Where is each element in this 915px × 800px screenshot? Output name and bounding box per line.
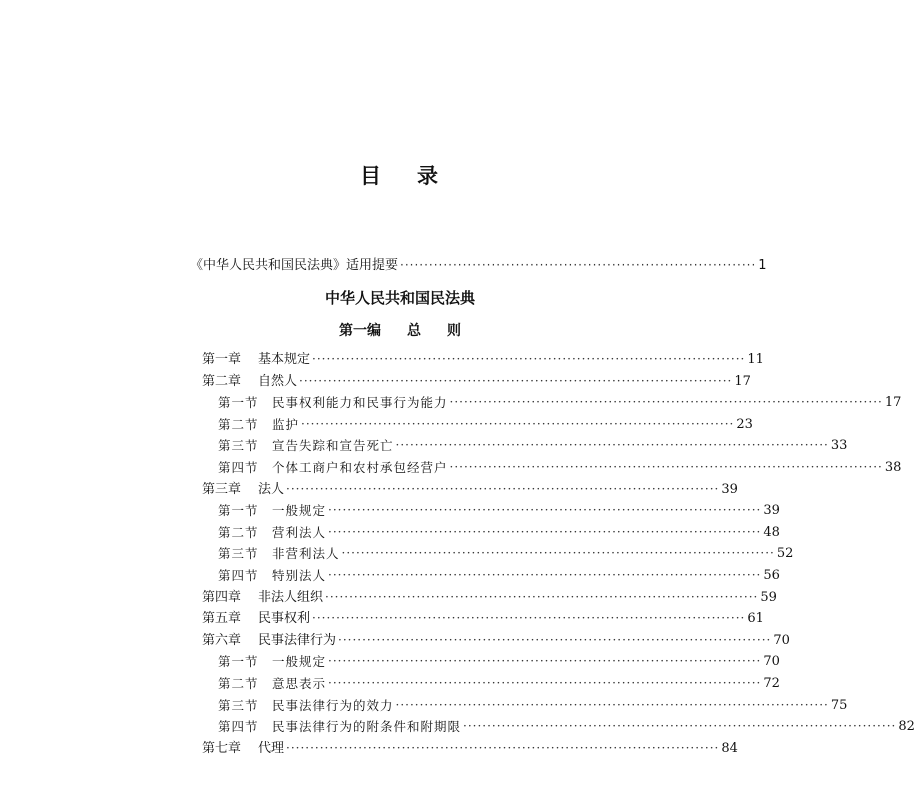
toc-entry-number: 第三节: [218, 697, 259, 713]
dot-leader: ··························································································: [449, 395, 883, 410]
toc-entry-section[interactable]: [218, 436, 848, 456]
part-name-char-2: 则: [447, 323, 461, 339]
toc-title: [0, 160, 800, 190]
dot-leader: ··························································································: [341, 546, 775, 561]
toc-entry-page: 23: [736, 416, 753, 432]
dot-leader: ··························································································: [395, 697, 829, 712]
toc-entry-label: [202, 480, 284, 500]
toc-entry-chapter[interactable]: [202, 588, 777, 608]
toc-entry-label: [218, 674, 326, 694]
toc-entry-label: [202, 631, 336, 651]
toc-entry-number: 第六章: [202, 632, 242, 648]
part-name-char-1: 总: [407, 323, 421, 339]
toc-entry-number: 第五章: [202, 611, 242, 627]
toc-entry-label: [218, 415, 299, 435]
toc-entry-page: 70: [763, 654, 780, 670]
toc-entry-page: 82: [898, 719, 915, 735]
toc-entry-title: 非法人组织: [258, 589, 324, 605]
toc-summary-entry[interactable]: [190, 256, 767, 276]
toc-entry-page: 52: [776, 546, 794, 562]
toc-entry-page: 38: [884, 460, 902, 475]
toc-entry-number: 第二节: [218, 416, 259, 432]
toc-entry-number: 第一节: [218, 503, 259, 519]
toc-entry-title: 自然人: [258, 373, 298, 389]
toc-entry-number: 第四节: [218, 460, 259, 475]
toc-entry-title: 民事权利: [258, 611, 311, 627]
toc-entry-label: [202, 609, 310, 629]
toc-entry-label: [202, 372, 297, 392]
toc-entry-label: [218, 436, 394, 456]
toc-entry-chapter[interactable]: [202, 372, 751, 392]
toc-entry-title: 民事法律行为: [258, 632, 337, 648]
dot-leader: ··························································································: [449, 460, 883, 474]
dot-leader: ··························································································: [328, 676, 762, 690]
toc-entry-title: 法人: [258, 481, 285, 497]
toc-entry-number: 第四节: [218, 719, 259, 735]
toc-entry-title: 特别法人: [272, 568, 327, 583]
toc-entry-label: [218, 544, 340, 564]
toc-entry-section[interactable]: [218, 544, 794, 564]
toc-entry-number: 第一节: [218, 654, 259, 670]
toc-entry-number: 第二节: [218, 676, 259, 691]
toc-entry-page: 48: [763, 524, 780, 540]
dot-leader: ··························································································: [328, 568, 762, 582]
toc-entry-title: 代理: [258, 740, 285, 756]
toc-entry-title: 营利法人: [272, 524, 327, 540]
toc-entry-number: 第二章: [202, 373, 242, 389]
toc-entry-title: 一般规定: [272, 654, 327, 670]
toc-entry-section[interactable]: [218, 393, 902, 413]
toc-summary-label: 《中华人民共和国民法典》适用提要: [190, 258, 399, 273]
toc-entry-page: 75: [830, 697, 848, 713]
toc-entry-label: [218, 501, 326, 521]
toc-entry-number: 第七章: [202, 740, 242, 756]
toc-entry-title: 宣告失踪和宣告死亡: [272, 438, 394, 454]
dot-leader: ··························································································: [338, 632, 772, 647]
part-number: 第一编: [339, 323, 381, 339]
toc-entry-number: 第一节: [218, 395, 259, 411]
dot-leader: ··························································································: [463, 719, 897, 734]
toc-entry-section[interactable]: [218, 717, 915, 737]
toc-entry-page: 11: [747, 352, 764, 367]
toc-entry-label: [218, 717, 461, 737]
dot-leader: ··························································································: [286, 481, 720, 496]
toc-entry-page: 84: [721, 740, 738, 756]
toc-entry-chapter[interactable]: [202, 480, 738, 500]
code-title: 中华人民共和国民法典: [324, 289, 475, 307]
part-title: [0, 320, 800, 340]
dot-leader: ··························································································: [312, 611, 746, 626]
dot-leader: ··························································································: [395, 438, 829, 453]
toc-entry-label: [202, 739, 284, 759]
toc-entry-number: 第一章: [202, 352, 242, 367]
toc-entry-page: 61: [747, 611, 764, 627]
toc-entry-title: 民事法律行为的效力: [272, 697, 394, 713]
toc-entry-chapter[interactable]: [202, 739, 738, 759]
toc-title-char-2: 录: [417, 164, 440, 188]
toc-entry-label: [218, 696, 394, 716]
toc-entry-section[interactable]: [218, 696, 848, 716]
toc-entry-title: 监护: [272, 416, 300, 432]
dot-leader: ··························································································: [328, 503, 762, 518]
toc-entry-section[interactable]: [218, 523, 780, 543]
toc-entry-page: 59: [760, 589, 777, 605]
toc-entry-page: 56: [763, 568, 780, 583]
toc-entry-chapter[interactable]: [202, 631, 790, 651]
toc-entry-number: 第三节: [218, 546, 259, 562]
toc-entry-number: 第四章: [202, 589, 242, 605]
dot-leader: ··········································································: [400, 258, 757, 272]
dot-leader: ··························································································: [325, 589, 759, 604]
toc-entry-title: 民事法律行为的附条件和附期限: [272, 719, 462, 735]
toc-entry-page: 17: [734, 373, 751, 389]
toc-entry-title: 意思表示: [272, 676, 327, 691]
dot-leader: ··························································································: [312, 352, 746, 366]
toc-entry-page: 33: [830, 438, 848, 454]
toc-entry-title: 非营利法人: [272, 546, 340, 562]
toc-entry-chapter[interactable]: [202, 350, 764, 370]
dot-leader: ··························································································: [328, 654, 762, 669]
toc-entry-page: 39: [763, 503, 780, 519]
toc-entry-section[interactable]: [218, 415, 753, 435]
dot-leader: ··························································································: [301, 416, 735, 431]
toc-summary-page: 1: [758, 258, 767, 273]
toc-title-char-1: 目: [360, 164, 383, 188]
toc-entry-number: 第二节: [218, 524, 259, 540]
dot-leader: ··························································································: [299, 373, 733, 388]
toc-entry-number: 第四节: [218, 568, 259, 583]
toc-entry-title: 一般规定: [272, 503, 327, 519]
toc-entry-section[interactable]: [218, 674, 780, 694]
toc-entry-label: [218, 566, 326, 586]
toc-entry-section[interactable]: [218, 458, 902, 478]
toc-entry-chapter[interactable]: [202, 609, 764, 629]
toc-entry-label: [202, 350, 310, 370]
toc-entry-page: 17: [884, 395, 902, 411]
toc-entry-title: 民事权利能力和民事行为能力: [272, 395, 448, 411]
toc-entry-title: 基本规定: [258, 352, 311, 367]
toc-entry-section[interactable]: [218, 566, 780, 586]
dot-leader: ··························································································: [328, 524, 762, 539]
toc-entry-label: [218, 652, 326, 672]
toc-entry-label: [218, 393, 448, 413]
toc-entry-label: [218, 458, 448, 478]
toc-entry-page: 70: [773, 632, 790, 648]
toc-entry-section[interactable]: [218, 501, 780, 521]
toc-entry-label: [202, 588, 323, 608]
dot-leader: ··························································································: [286, 740, 720, 755]
toc-entry-section[interactable]: [218, 652, 780, 672]
toc-entry-label: [218, 523, 326, 543]
toc-entry-number: 第三章: [202, 481, 242, 497]
toc-entry-title: 个体工商户和农村承包经营户: [272, 460, 448, 475]
toc-entry-number: 第三节: [218, 438, 259, 454]
toc-entry-page: 39: [721, 481, 738, 497]
toc-entry-page: 72: [763, 676, 780, 691]
